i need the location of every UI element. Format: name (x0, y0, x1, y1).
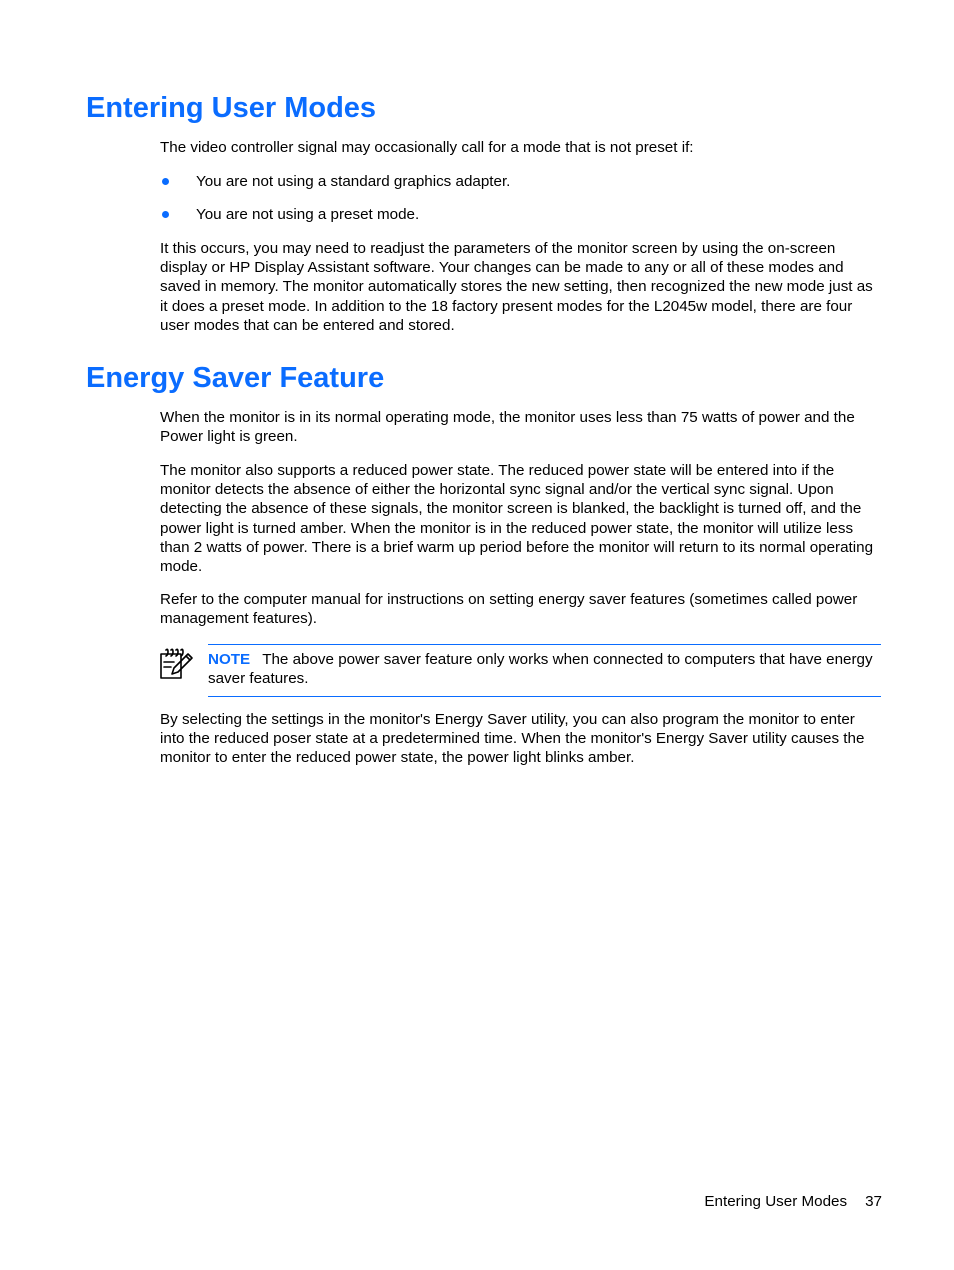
bullet-icon (162, 211, 169, 218)
intro-paragraph: The video controller signal may occasionally call for a mode that is not preset if: (160, 139, 694, 156)
list-item-text: You are not using a preset mode. (196, 206, 420, 223)
note-text: The above power saver feature only works when connected to computers that have energy saver features. (208, 651, 873, 688)
page-footer (704, 1192, 882, 1211)
note-callout (208, 650, 878, 688)
note-pencil-icon (158, 646, 194, 682)
section-heading-energy-saver-feature: Energy Saver Feature (86, 362, 385, 394)
note-top-rule (208, 644, 881, 645)
note-bottom-rule (208, 696, 881, 697)
list-item-text: You are not using a standard graphics adapter. (196, 173, 511, 190)
body-paragraph: It this occurs, you may need to readjust the parameters of the monitor screen by using the on-screen display or HP Display Assistant software. Your changes can be made to any or all of these modes and saved in memory. The monitor automatically stores the new setting, then recognized the new mode just as it does a preset mode. In addition to the 18 factory present modes for the L2045w model, there are four user modes that can be entered and stored. (160, 240, 873, 334)
footer-section-title: Entering User Modes (704, 1193, 848, 1210)
page-number: 37 (865, 1193, 882, 1210)
bullet-icon (162, 178, 169, 185)
section-heading-entering-user-modes: Entering User Modes (86, 92, 377, 124)
body-paragraph: When the monitor is in its normal operating mode, the monitor uses less than 75 watts of power and the Power light is green. (160, 409, 855, 446)
body-paragraph: By selecting the settings in the monitor's Energy Saver utility, you can also program the monitor to enter into the reduced poser state at a predetermined time. When the monitor's Energy Saver utility causes the monitor to enter the reduced power state, the power light blinks amber. (160, 711, 865, 767)
body-paragraph: Refer to the computer manual for instructions on setting energy saver features (sometimes called power management features). (160, 591, 858, 628)
body-paragraph: The monitor also supports a reduced power state. The reduced power state will be entered into if the monitor detects the absence of either the horizontal sync signal and/or the vertical sync signal. Upon detecting the absence of these signals, the monitor screen is blanked, the backlight is turned off, and the power light is turned amber. When the monitor is in the reduced power state, the monitor will utilize less than 2 watts of power. There is a brief warm up period before the monitor will return to its normal operating mode. (160, 462, 874, 576)
note-label: NOTE (208, 651, 251, 668)
